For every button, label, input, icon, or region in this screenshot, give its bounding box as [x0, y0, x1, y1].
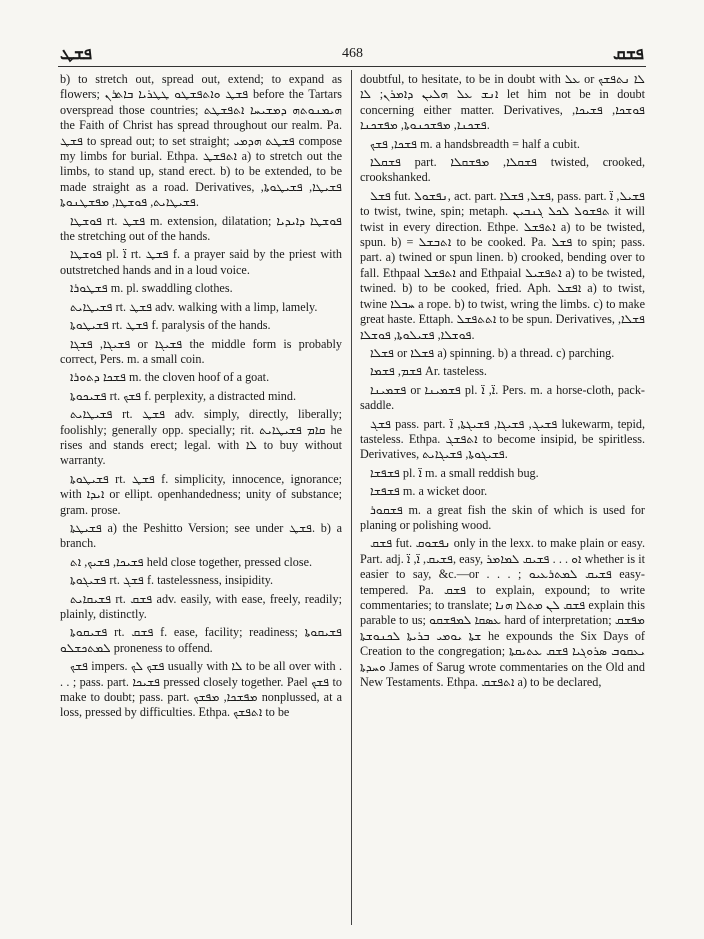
dictionary-entry: ܦܫܝܛܘܬܐ rt. ܦܫܛ f. paralysis of the hands. — [70, 318, 271, 333]
left-column — [60, 72, 342, 925]
dictionary-entry: ܦܫܩ fut. ܢܦܫܘܩ only in the lexx. to make plain or easy. Part. adj. ܦܫܝܩ, ܐ̈, ܐ̈, easy, ܐܘ . . . ܦܫܝܩ ܠܡܐܡܪ whether is it easier to say, &c.—or . . . ; ܦܫܝܩ ܠܡܬܪܥܝܘ easy-tempered. Pa. ܦܫܩ to explain, expound; to write commentaries; to translate; ܦܫܩ ܠܢ ܡܬܠܐ ܗܢܐ explain this parable to us; ܥܣܩܐ ܠܡܦܫܩܘ hard of interpretation; ܡܦܫܩ ܫܬܐ ܝܘܡܝ ܒܪܝܬܐ ܠܟܢܘܫܬܐ he expounds the Six Days of Creation to the congregation; ܝܥܩܘܒ ܣܪܘܓܝܐ ܦܫܩ ܥܬܝܩܬܐ ܘܚܕܬܐ James of Sarug wrote commentaries on the Old and New Testaments. Ethpa. ܐܬܦܫܩ a) to be declared, — [360, 536, 645, 690]
dictionary-entry: ܦܫܓ pass. part. ܦܫܝܓ, ܦܫܝܓܐ, ܦܫܝܓܬܐ, ܐ̈ lukewarm, tepid, tasteless. Ethpa. ܐܬܦܫܓ to become insipid, be spiritless. Derivatives, ܦܫܝܓܘܬܐ, ܦܫܝܓܐܝܬ. — [360, 416, 645, 462]
dictionary-entry: ܦܫܝܩܘܬܐ rt. ܦܫܩ f. ease, facility; readiness; ܦܫܝܩܘܬܐ ܠܡܬܟܫܠܘ proneness to offend. — [60, 625, 342, 655]
dictionary-entry: ܦܫܝܟܐ, ܦܫܝܟ, ܐܬ held close together, pressed close. — [70, 554, 313, 569]
dictionary-entry: ܦܫܦܫܐ pl. ܐ̈ m. a small reddish bug. — [370, 465, 539, 480]
dictionary-entry: ܦܫܝܓܘܬܐ rt. ܦܫܓ f. tastelessness, insipidity. — [70, 573, 274, 588]
running-head-left: ܦܫܛ — [60, 44, 93, 64]
dictionary-entry: ܦܫܠܐ or ܦܫܠܐ a) spinning. b) a thread. c) parching. — [370, 345, 615, 360]
dictionary-entry: ܦܫܦܫܐ m. a wicket door. — [370, 484, 488, 499]
right-column — [360, 72, 645, 925]
dictionary-entry: ܦܫܠ fut. ܢܦܫܘܠ, act. part. ܦܫܠ, ܦܫܠܐ, pass. part. ܦܫܝܠ, ܐ̈ to twist, twine, spin; metaph. ܬܦܫܘܠ ܠܟܠ ܓܢܒܝܢ it will twist in every direction. Ethpe. ܐܬܦܫܠ a) to be twisted, spun. b) = ܐܬܒܫܠ to be cooked. Pa. ܦܫܠ to spin; pass. part. a) twined or spun linen. b) crooked, bending over to fall. Ethpaal ܐܬܦܫܠ and Ethpaial ܐܬܦܫܝܠ a) to be twisted, twined. b) to be cooked, fried. Aph. ܐܦܫܠ a) to twist, twine ܚܒܠܐ a rope. b) to twist, wring the limbs. c) to make great haste. Ettaph. ܐܬܬܦܫܠ to be spun. Derivatives, ܦܫܠܐ, ܦܘܫܠܐ, ܦܫܝܠܘܬܐ, ܦܘܫܠܐ. — [360, 188, 645, 342]
dictionary-entry: ܦܫܡܝܢܐ or ܦܫܡܝܢܐ pl. ܐ̈, ܐ̈. Pers. m. a horse-cloth, pack-saddle. — [360, 382, 645, 413]
running-header — [60, 44, 644, 64]
running-head-right: ܦܫܩ — [613, 44, 644, 64]
dictionary-entry: ܦܫܛܘܪܐ m. pl. swaddling clothes. — [70, 281, 233, 296]
dictionary-entry: ܦܫܩܘܪ m. a great fish the skin of which is used for planing or polishing wood. — [360, 502, 645, 532]
dictionary-entry: ܦܫܩܠܐ part. ܦܫܩܠܐ, ܡܦܫܩܠܐ twisted, crooked, crookshanked. — [360, 155, 645, 185]
dictionary-entry: ܦܫܝܛܘܬܐ rt. ܦܫܛ f. simplicity, innocence, ignorance; with ܐܝܕܐ or ellipt. openhandedness; unity of substance; gram. prose. — [60, 471, 342, 517]
dictionary-entry: ܦܫܝܟܘܬܐ rt. ܦܫܟ f. perplexity, a distracted mind. — [70, 388, 297, 403]
header-rule — [58, 66, 646, 67]
dictionary-entry: doubtful, to hesitate, to be in doubt with ܥܠ or ܠܐ ܢܬܦܫܟ ܐܢܫ ܥܠ ܗܠܝܢ ܕܐܡܪܢ; ܠܐ let him not be in doubt concerning either matter. Derivatives, ܦܘܫܟܐ, ܦܫܝܟܐ, ܦܫܟܢܐ, ܡܦܫܟܢܘܬܐ, ܡܦܫܟܢܐ. — [360, 72, 645, 133]
dictionary-entry: ܦܫܟ impers. ܦܫܟ ܠܟ usually with ܠܐ to be all over with . . . ; pass. part. ܦܫܝܟܐ pressed closely together. Pael ܦܫܟ to make to doubt; pass. part. ܡܦܫܟܐ, ܡܦܫܟ nonplussed, at a loss, pressed by difficulties. Ethpa. ܐܬܦܫܟ to be — [60, 659, 342, 720]
dictionary-entry: ܦܫܡ, ܦܫܡܐ Ar. tasteless. — [370, 364, 487, 379]
dictionary-entry: ܦܘܫܛܐ rt. ܦܫܛ m. extension, dilatation; ܦܘܫܛܐ ܕܐܝܕܝܐ the stretching out of the hands. — [60, 213, 342, 244]
dictionary-entry: ܦܫܟܐ ܕܬܘܪܐ m. the cloven hoof of a goat. — [70, 370, 270, 385]
dictionary-entry: ܦܫܟܐ, ܦܫܟ m. a handsbreadth = half a cubit. — [370, 136, 580, 151]
page-number: 468 — [342, 46, 364, 61]
dictionary-entry: ܦܫܝܩܐܝܬ rt. ܦܫܩ adv. easily, with ease, freely, readily; plainly, distinctly. — [60, 591, 342, 621]
dictionary-entry: ܦܘܫܛܐ pl. ܐ̈ rt. ܦܫܛ f. a prayer said by the priest with outstretched hands and in a loud voice. — [60, 247, 342, 277]
column-divider — [351, 70, 352, 925]
dictionary-entry: ܦܫܝܛܐܝܬ rt. ܦܫܛ adv. walking with a limp, lamely. — [70, 299, 318, 314]
dictionary-entry: ܦܫܝܓܐ, ܦܫܓܐ or ܦܫܝܓܐ the middle form is probably correct, Pers. m. a small coin. — [60, 336, 342, 366]
dictionary-entry: ܦܫܝܛܬܐ a) the Peshitto Version; see under ܦܫܛ. b) a branch. — [60, 520, 342, 551]
dictionary-entry: b) to stretch out, spread out, extend; to expand as flowers; ܦܫܛ ܘܐܬܦܫܛܘ ܛܛܪܝܐ ܒܐܬܪܢ before the Tartars overspread those countries; ܗܝܡܢܘܬܗ ܕܡܫܝܚܐ ܐܬܦܫܛܬ the Faith of Christ has spread throughout our realm. Pa. ܦܫܛ to spread out; to set straight; ܦܫܛܬ ܗܕܡܝ compose my limbs for burial. Ethpa. ܐܬܦܫܛ a) to stretch out the limbs, to stand up, stand erect. b) to be extended, to be made straight as a road. Derivatives, ܦܫܝܛܐ, ܦܫܝܛܘܬܐ, ܦܫܝܛܐܝܬ, ܦܘܫܛܐ, ܡܦܫܛܢܘܬܐ. — [60, 72, 342, 210]
dictionary-entry: ܦܫܝܛܐܝܬ rt. ܦܫܛ adv. simply, directly, liberally; foolishly; generally opp. specially; rit. ܩܐܡ ܦܫܝܛܐܝܬ he rises and stands erect; legal. with ܠܐ to buy without warranty. — [60, 407, 342, 468]
